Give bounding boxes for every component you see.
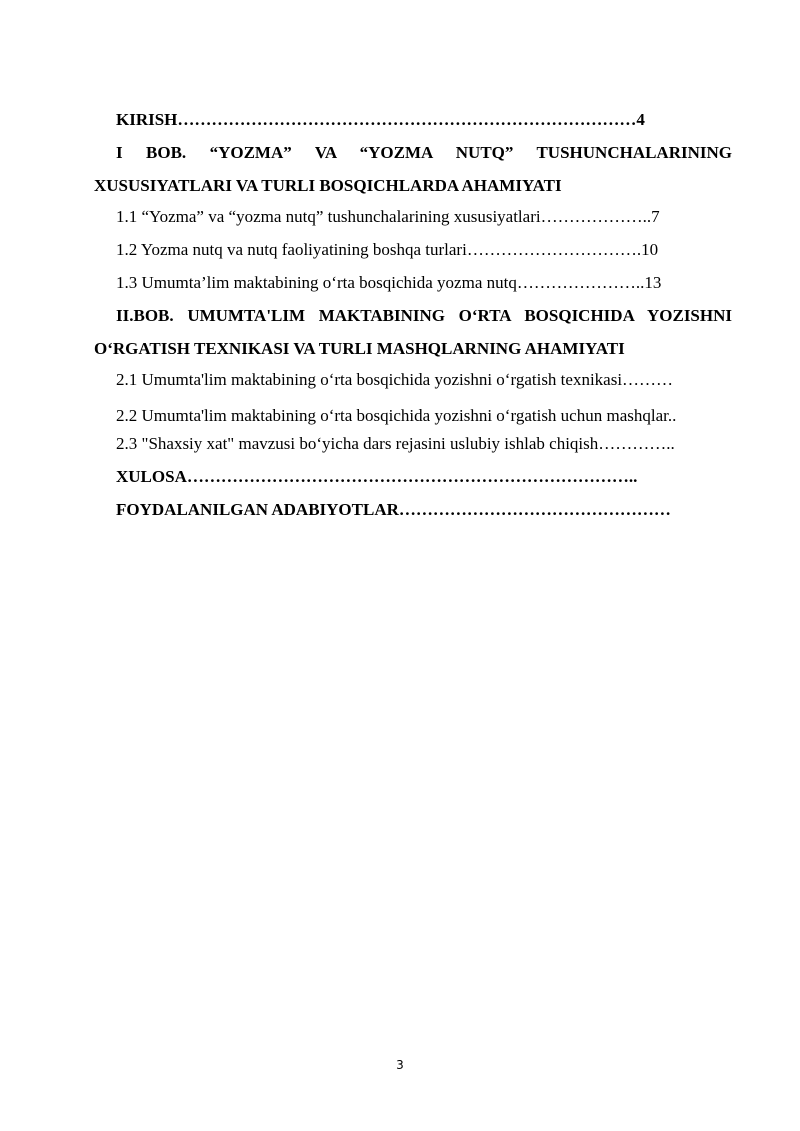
toc-kirish: KIRISH………………………………………………………………………4 — [116, 110, 645, 129]
toc-chapter-1: I BOB. “YOZMA” VA “YOZMA NUTQ” TUSHUNCHALARINING XUSUSIYATLARI VA TURLI BOSQICHLARDA AHAMIYATI — [94, 143, 732, 195]
toc-adabiyotlar: FOYDALANILGAN ADABIYOTLAR………………………………………… — [116, 500, 671, 519]
toc-section-2-3: 2.3 "Shaxsiy xat" mavzusi bo‘yicha dars rejasini uslubiy ishlab chiqish………….. — [116, 434, 675, 453]
toc-section-1-1: 1.1 “Yozma” va “yozma nutq” tushunchalarining xususiyatlari………………..7 — [116, 207, 660, 226]
toc-section-1-2: 1.2 Yozma nutq va nutq faoliyatining boshqa turlari………………………….10 — [116, 240, 659, 259]
table-of-contents — [94, 110, 732, 520]
toc-section-2-2: 2.2 Umumta'lim maktabining o‘rta bosqichida yozishni o‘rgatish uchun mashqlar.. — [116, 406, 677, 425]
toc-xulosa: XULOSA…………………………………………………………………….. — [116, 467, 638, 486]
toc-chapter-2: II.BOB. UMUMTA'LIM MAKTABINING O‘RTA BOSQICHIDA YOZISHNI O‘RGATISH TEXNIKASI VA TURLI MASHQLARNING AHAMIYATI — [94, 306, 732, 358]
toc-section-1-3: 1.3 Umumta’lim maktabining o‘rta bosqichida yozma nutq…………………..13 — [116, 273, 662, 292]
page-number: 3 — [396, 1058, 404, 1072]
toc-section-2-1: 2.1 Umumta'lim maktabining o‘rta bosqichida yozishni o‘rgatish texnikasi……… — [116, 370, 674, 389]
